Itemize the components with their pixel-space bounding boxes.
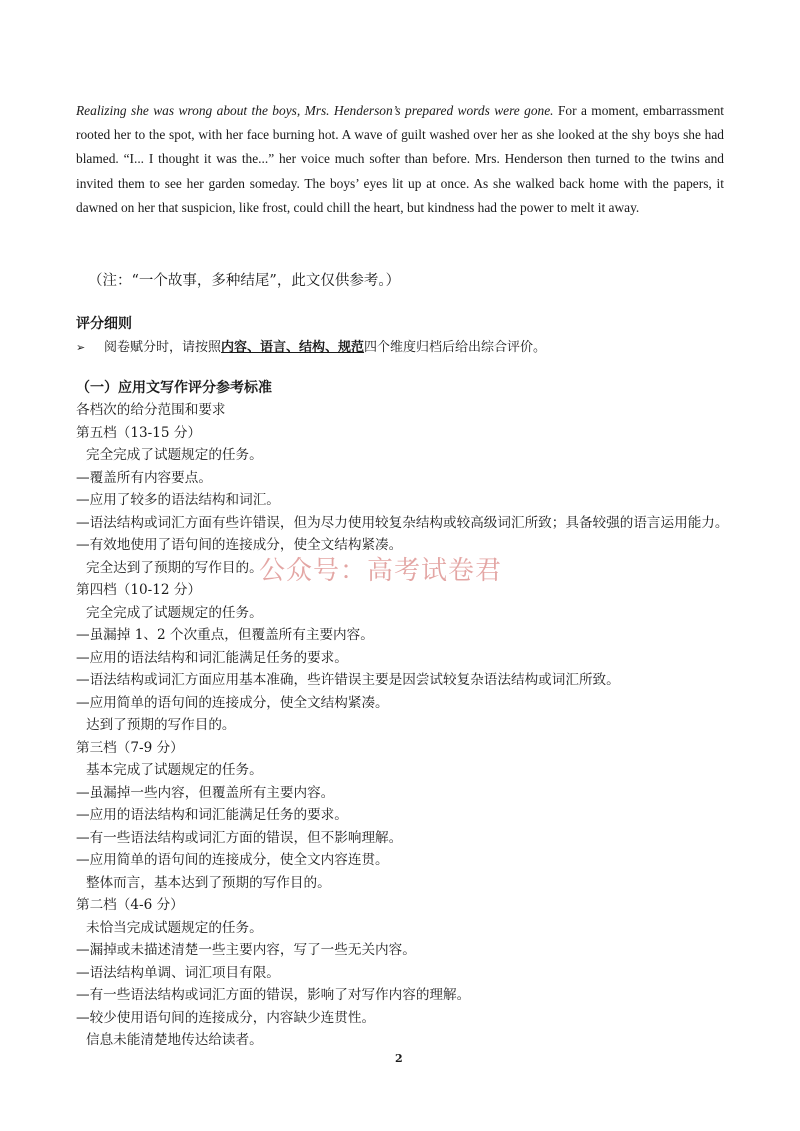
watermark: 公众号：高考试卷君 bbox=[259, 556, 503, 586]
scoring-details-heading: 评分细则 bbox=[76, 316, 132, 332]
scoring-instruction bbox=[76, 336, 546, 355]
criteria-line: —应用简单的语句间的连接成分，使全文结构紧凑。 bbox=[76, 694, 389, 711]
criteria-line: —有一些语法结构或词汇方面的错误，但不影响理解。 bbox=[76, 829, 403, 846]
criteria-line: 达到了预期的写作目的。 bbox=[86, 717, 236, 733]
reference-note: （注：“一个故事，多种结尾”，此文仅供参考。） bbox=[88, 273, 401, 289]
criteria-line: 各档次的给分范围和要求 bbox=[76, 402, 226, 418]
criteria-line: —漏掉或未描述清楚一些主要内容，写了一些无关内容。 bbox=[76, 942, 416, 958]
instruction-suffix: 四个维度归档后给出综合评价。 bbox=[364, 340, 547, 355]
story-body-text: For a moment, embarrassment rooted her to the spot, with her face burning hot. A wave of guilt washed over her as she looked at the shy boys she had blamed. “I... I thought it was the...” her voice much softer than before. Mrs. Henderson then turned to the twins and invited them to see her garden someday. The boys’ eyes lit up at once. As she walked back home with the papers, it dawned on her that suspicion, like frost, could chill the heart, but kindness had the power to melt it away. bbox=[76, 103, 724, 215]
story-lead-sentence: Realizing she was wrong about the boys, Mrs. Henderson’s prepared words were gone. bbox=[76, 103, 554, 118]
criteria-line: 基本完成了试题规定的任务。 bbox=[86, 762, 263, 778]
criteria-line: —应用简单的语句间的连接成分，使全文内容连贯。 bbox=[76, 852, 389, 868]
criteria-line: 第五档（13-15 分） bbox=[76, 424, 202, 441]
arrow-bullet-icon: ➢ bbox=[76, 341, 86, 354]
section-heading: （一）应用文写作评分参考标准 bbox=[76, 380, 272, 396]
criteria-line: 完全达到了预期的写作目的。 bbox=[86, 559, 263, 576]
criteria-line: —虽漏掉 1、2 个次重点，但覆盖所有主要内容。 bbox=[76, 627, 374, 643]
criteria-line: —有效地使用了语句间的连接成分，使全文结构紧凑。 bbox=[76, 537, 403, 553]
criteria-line: 第二档（4-6 分） bbox=[76, 897, 184, 913]
criteria-line: —应用了较多的语法结构和词汇。 bbox=[76, 492, 280, 508]
criteria-line: —语法结构单调、词汇项目有限。 bbox=[76, 964, 280, 981]
criteria-line: 整体而言，基本达到了预期的写作目的。 bbox=[86, 874, 331, 891]
criteria-line: —较少使用语句间的连接成分，内容缺少连贯性。 bbox=[76, 1009, 376, 1026]
instruction-dimensions: 内容、语言、结构、规范 bbox=[221, 340, 365, 355]
criteria-line: 未恰当完成试题规定的任务。 bbox=[86, 919, 263, 936]
criteria-line: 完全完成了试题规定的任务。 bbox=[86, 447, 263, 463]
criteria-line: 信息未能清楚地传达给读者。 bbox=[86, 1032, 263, 1048]
criteria-line: —覆盖所有内容要点。 bbox=[76, 469, 212, 486]
instruction-prefix: 阅卷赋分时，请按照 bbox=[104, 340, 222, 355]
criteria-line: 第三档（7-9 分） bbox=[76, 739, 184, 756]
criteria-line: —语法结构或词汇方面有些许错误，但为尽力使用较复杂结构或较高级词汇所致；具备较强的语言运用能力。 bbox=[76, 514, 729, 531]
criteria-line: 第四档（10-12 分） bbox=[76, 582, 202, 598]
criteria-line: —应用的语法结构和词汇能满足任务的要求。 bbox=[76, 649, 348, 666]
story-paragraph bbox=[76, 99, 724, 220]
criteria-line: —应用的语法结构和词汇能满足任务的要求。 bbox=[76, 807, 348, 823]
criteria-line: —虽漏掉一些内容，但覆盖所有主要内容。 bbox=[76, 784, 335, 801]
criteria-line: —有一些语法结构或词汇方面的错误，影响了对写作内容的理解。 bbox=[76, 987, 471, 1003]
page-number: 2 bbox=[395, 1052, 403, 1065]
criteria-line: 完全完成了试题规定的任务。 bbox=[86, 604, 263, 621]
criteria-line: —语法结构或词汇方面应用基本准确，些许错误主要是因尝试较复杂语法结构或词汇所致。 bbox=[76, 672, 620, 688]
criteria-list bbox=[76, 399, 729, 1052]
